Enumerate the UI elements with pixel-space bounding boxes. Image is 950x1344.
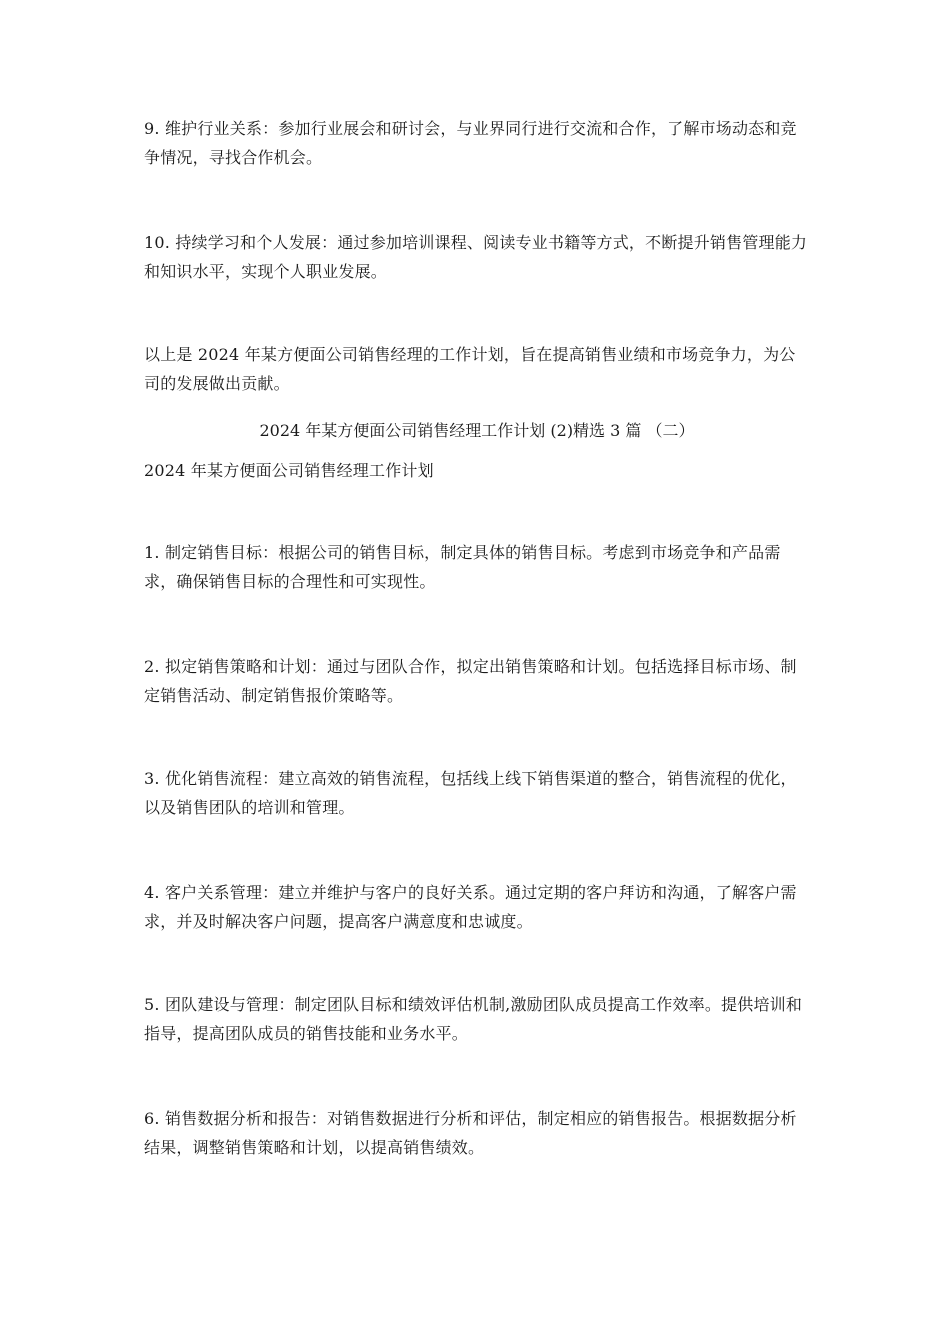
list-item-4: 4. 客户关系管理：建立并维护与客户的良好关系。通过定期的客户拜访和沟通，了解客户需求，并及时解决客户问题，提高客户满意度和忠诚度。	[144, 883, 797, 931]
section-heading: 2024 年某方便面公司销售经理工作计划 (2)精选 3 篇 （二）	[259, 421, 695, 440]
section-subtitle: 2024 年某方便面公司销售经理工作计划	[144, 461, 434, 480]
list-item-5: 5. 团队建设与管理：制定团队目标和绩效评估机制,激励团队成员提高工作效率。提供培训和指导，提高团队成员的销售技能和业务水平。	[144, 995, 803, 1043]
paragraph-item-9: 9. 维护行业关系：参加行业展会和研讨会，与业界同行进行交流和合作，了解市场动态和竞争情况，寻找合作机会。	[144, 119, 797, 167]
list-item-2: 2. 拟定销售策略和计划：通过与团队合作，拟定出销售策略和计划。包括选择目标市场、制定销售活动、制定销售报价策略等。	[144, 657, 797, 705]
paragraph-summary: 以上是 2024 年某方便面公司销售经理的工作计划，旨在提高销售业绩和市场竞争力，为公司的发展做出贡献。	[144, 345, 796, 393]
list-item-6: 6. 销售数据分析和报告：对销售数据进行分析和评估，制定相应的销售报告。根据数据分析结果，调整销售策略和计划，以提高销售绩效。	[144, 1109, 797, 1157]
list-item-3: 3. 优化销售流程：建立高效的销售流程，包括线上线下销售渠道的整合，销售流程的优化，以及销售团队的培训和管理。	[144, 769, 797, 817]
paragraph-item-10: 10. 持续学习和个人发展：通过参加培训课程、阅读专业书籍等方式，不断提升销售管理能力和知识水平，实现个人职业发展。	[144, 233, 808, 281]
list-item-1: 1. 制定销售目标：根据公司的销售目标，制定具体的销售目标。考虑到市场竞争和产品需求，确保销售目标的合理性和可实现性。	[144, 543, 781, 591]
